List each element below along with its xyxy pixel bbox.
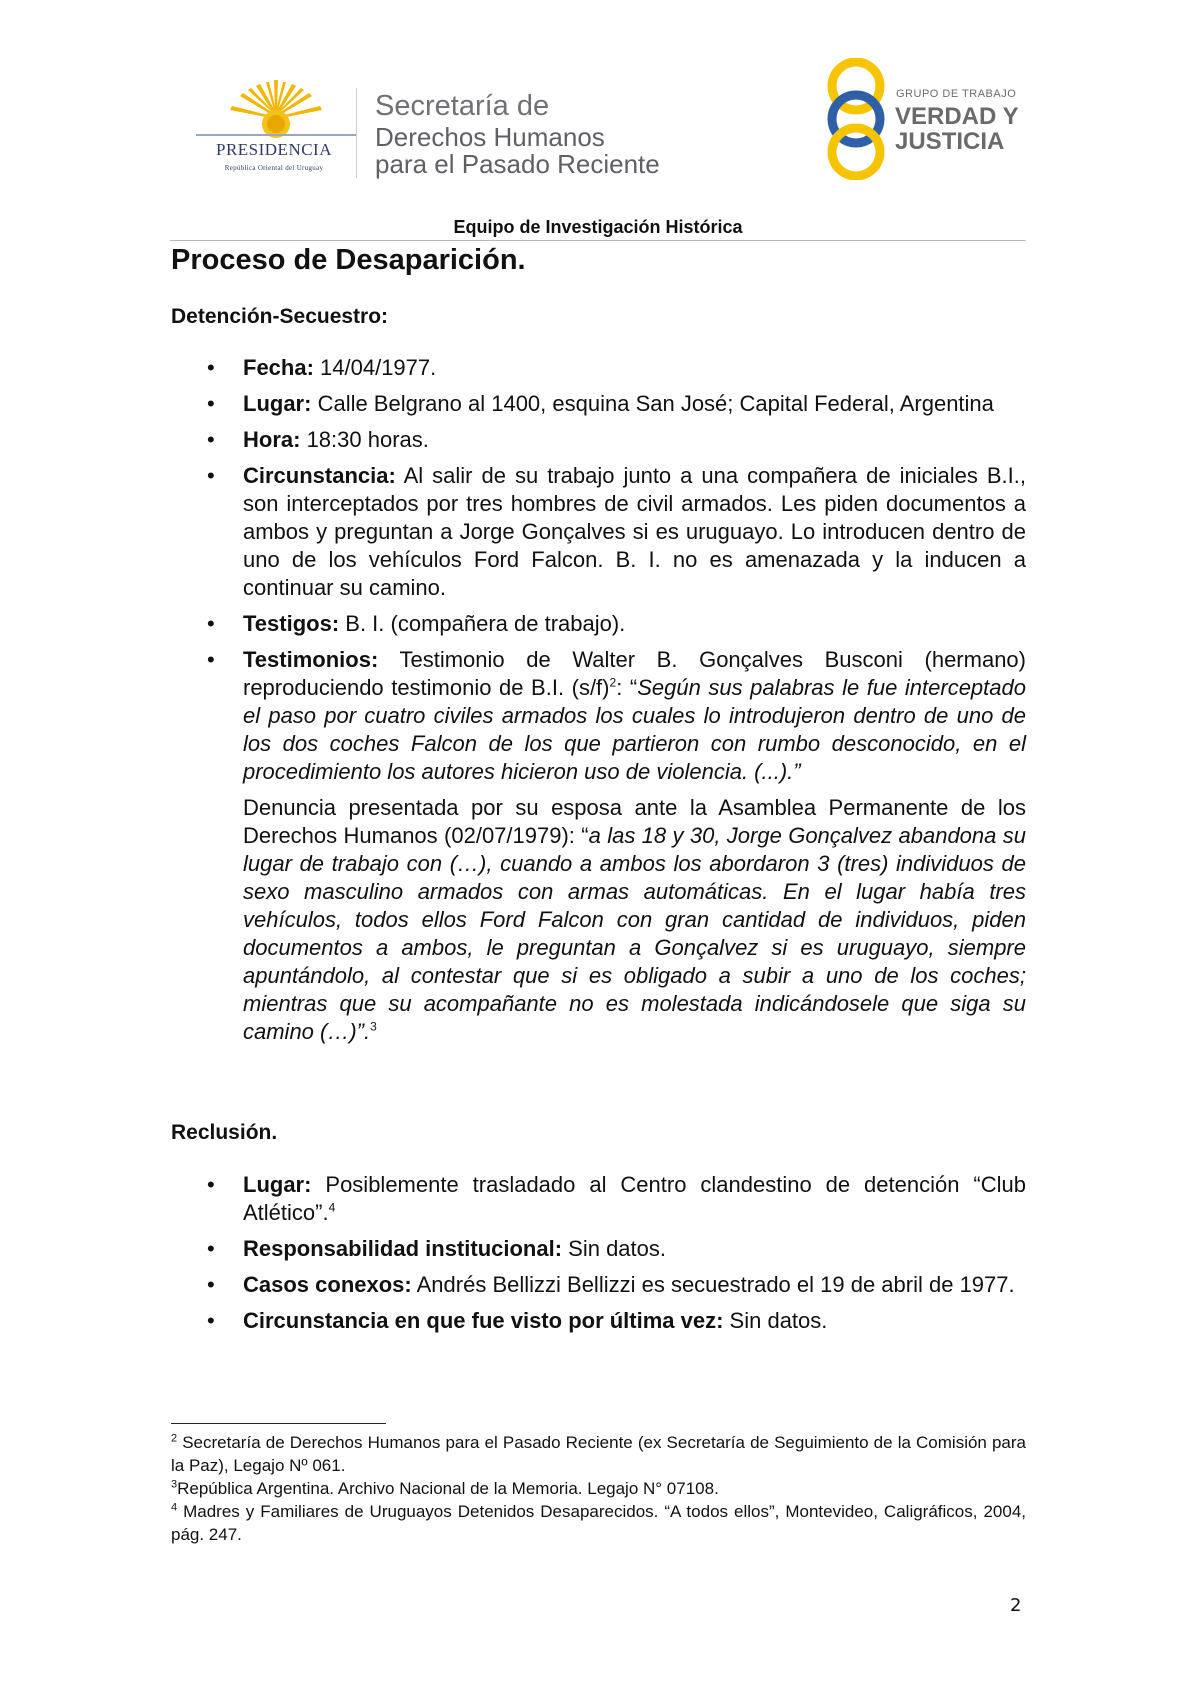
footnote-3 bbox=[171, 1477, 1026, 1500]
footnote-rule bbox=[171, 1423, 386, 1424]
header-divider bbox=[356, 88, 357, 178]
casos-conexos-label: Casos conexos: bbox=[243, 1272, 412, 1297]
testigos-value: B. I. (compañera de trabajo). bbox=[339, 611, 626, 636]
footnote-ref-3[interactable]: 3 bbox=[370, 1019, 377, 1034]
bullet-icon: • bbox=[207, 1272, 215, 1297]
hora-value: 18:30 horas. bbox=[300, 427, 429, 452]
ultima-vez-label: Circunstancia en que fue visto por última vez: bbox=[243, 1308, 724, 1333]
footnote-text: República Argentina. Archivo Nacional de la Memoria. Legajo N° 07108. bbox=[177, 1479, 719, 1498]
testimonios-intro: Testimonio de Walter B. Gonçalves Busconi (hermano) reproduciendo testimonio de B.I. (s/f) bbox=[243, 647, 1026, 700]
secretaria-line-3: para el Pasado Reciente bbox=[375, 149, 660, 179]
bullet-icon: • bbox=[207, 463, 215, 488]
testimonios-colon: : “ bbox=[616, 675, 638, 700]
list-item-lugar-reclusion bbox=[171, 1171, 1026, 1227]
bullet-icon: • bbox=[207, 391, 215, 416]
footnote-text: Madres y Familiares de Uruguayos Detenidos Desaparecidos. “A todos ellos”, Montevideo, Caligráficos, 2004, pág. 247. bbox=[171, 1502, 1026, 1544]
denuncia-intro: Denuncia presentada por su esposa ante la Asamblea Permanente de los Derechos Humanos (02/07/1979): “ bbox=[243, 795, 1026, 848]
reclusion-list bbox=[171, 1171, 1026, 1343]
fecha-label: Fecha: bbox=[243, 355, 314, 380]
sun-emblem-icon bbox=[196, 80, 356, 142]
casos-conexos-value: Andrés Bellizzi Bellizzi es secuestrado el 19 de abril de 1977. bbox=[411, 1272, 1015, 1297]
bullet-icon: • bbox=[207, 355, 215, 380]
responsabilidad-value: Sin datos. bbox=[562, 1236, 666, 1261]
detencion-list bbox=[171, 354, 1026, 1054]
footnote-number: 3 bbox=[171, 1478, 178, 1491]
verdad-justicia-logo bbox=[822, 58, 1032, 180]
bullet-icon: • bbox=[207, 611, 215, 636]
list-item-fecha bbox=[171, 354, 1026, 382]
grupo-trabajo-label: GRUPO DE TRABAJO bbox=[896, 88, 1017, 100]
bullet-icon: • bbox=[207, 427, 215, 452]
ultima-vez-value: Sin datos. bbox=[723, 1308, 828, 1333]
fecha-value: 14/04/1977. bbox=[313, 355, 437, 380]
bullet-icon: • bbox=[207, 1172, 215, 1197]
footnotes bbox=[171, 1431, 1026, 1546]
secretaria-line-2: Derechos Humanos bbox=[375, 122, 605, 152]
testigos-label: Testigos: bbox=[243, 611, 340, 636]
page-number: 2 bbox=[1010, 1595, 1022, 1616]
header-rule bbox=[170, 240, 1026, 241]
section-heading-detencion: Detención-Secuestro: bbox=[171, 305, 389, 328]
list-item-lugar bbox=[171, 390, 1026, 418]
page-title: Proceso de Desaparición. bbox=[171, 244, 526, 276]
footnote-text: Secretaría de Derechos Humanos para el Pasado Reciente (ex Secretaría de Seguimiento de la Comisión para la Paz), Legajo Nº 061. bbox=[171, 1433, 1026, 1475]
reclusion-lugar-value: Posiblemente trasladado al Centro clandestino de detención “Club Atlético”. bbox=[243, 1172, 1026, 1225]
presidencia-subtitle: República Oriental del Uruguay bbox=[224, 164, 324, 172]
lugar-value: Calle Belgrano al 1400, esquina San José; Capital Federal, Argentina bbox=[311, 391, 994, 416]
presidencia-logo bbox=[196, 80, 356, 180]
testimonios-label: Testimonios: bbox=[243, 647, 379, 672]
list-item-testigos bbox=[171, 610, 1026, 638]
denuncia-quote: a las 18 y 30, Jorge Gonçalvez abandona su lugar de trabajo con (…), cuando a ambos los abordaron 3 (tres) individuos de sexo masculino armados con armas automáticas. En el lugar había tres vehículos, todos ellos Ford Falcon con gran cantidad de individuos, piden documentos a ambos, le preguntan a Gonçalvez si es uruguayo, siempre apuntándolo, al contestar que si es obligado a subir a uno de los coches; mientras que su acompañante no es molestada indicándosele que siga su camino (…)”. bbox=[243, 823, 1026, 1044]
footnote-number: 4 bbox=[171, 1501, 178, 1514]
section-heading-reclusion: Reclusión. bbox=[171, 1121, 278, 1144]
list-item-testimonios bbox=[171, 646, 1026, 1046]
list-item-circunstancia bbox=[171, 462, 1026, 602]
footnote-ref-2[interactable]: 2 bbox=[609, 675, 617, 690]
circunstancia-value: Al salir de su trabajo junto a una compañera de iniciales B.I., son interceptados por tres hombres de civil armados. Les piden documentos a ambos y preguntan a Jorge Gonçalves si es uruguayo. Lo introducen dentro de uno de los vehículos Ford Falcon. B. I. no es amenazada y la inducen a continuar su camino. bbox=[243, 463, 1026, 600]
lugar-label: Lugar: bbox=[243, 391, 312, 416]
list-item-casos-conexos bbox=[171, 1271, 1026, 1299]
footnote-2 bbox=[171, 1431, 1026, 1477]
denuncia-paragraph bbox=[243, 794, 1026, 1046]
footnote-ref-4[interactable]: 4 bbox=[328, 1200, 336, 1215]
bullet-icon: • bbox=[207, 1236, 215, 1261]
circunstancia-label: Circunstancia: bbox=[243, 463, 396, 488]
footnote-4 bbox=[171, 1500, 1026, 1546]
justicia-label: JUSTICIA bbox=[895, 128, 1005, 155]
bullet-icon: • bbox=[207, 647, 215, 672]
verdad-label: VERDAD Y bbox=[895, 103, 1019, 130]
responsabilidad-label: Responsabilidad institucional: bbox=[243, 1236, 563, 1261]
hora-label: Hora: bbox=[243, 427, 301, 452]
bullet-icon: • bbox=[207, 1308, 215, 1333]
interlocking-rings-icon bbox=[822, 58, 892, 180]
testimonios-quote: Según sus palabras le fue interceptado el paso por cuatro civiles armados los cuales lo introdujeron dentro de uno de los dos coches Falcon de los que partieron con rumbo desconocido, en el procedimiento los autores hicieron uso de violencia. (...).” bbox=[243, 675, 1026, 784]
secretaria-line-1: Secretaría de bbox=[375, 90, 550, 122]
list-item-hora bbox=[171, 426, 1026, 454]
running-header: Equipo de Investigación Histórica bbox=[453, 217, 743, 237]
list-item-ultima-vez bbox=[171, 1307, 1026, 1335]
presidencia-name: PRESIDENCIA bbox=[215, 140, 332, 159]
reclusion-lugar-label: Lugar: bbox=[243, 1172, 312, 1197]
list-item-responsabilidad bbox=[171, 1235, 1026, 1263]
footnote-number: 2 bbox=[171, 1432, 178, 1445]
